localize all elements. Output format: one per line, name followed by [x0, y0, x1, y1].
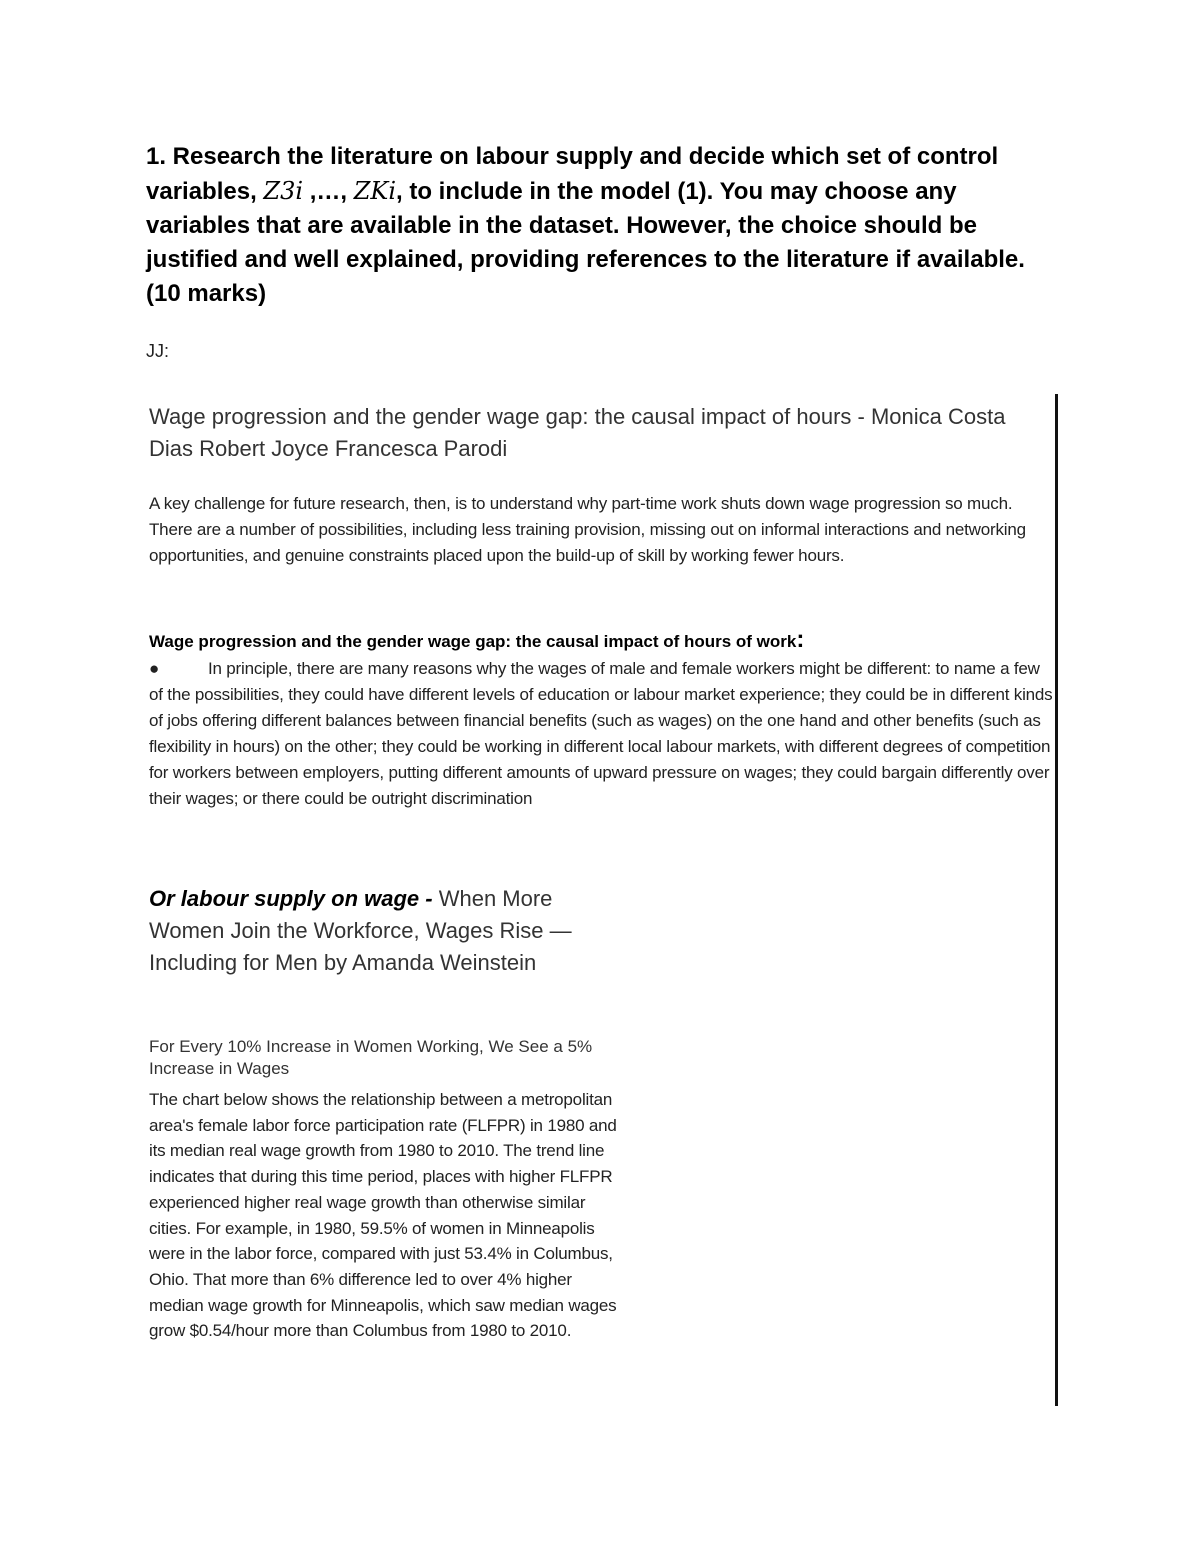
question-text-start: 1. Research the literature on labour supply and decide which set of control variables, [146, 143, 999, 205]
math-variable-zk: ZKi [353, 177, 396, 205]
question-text-ellipsis: ,…, [303, 178, 354, 205]
source-3-chart-heading: For Every 10% Increase in Women Working, We See a 5% Increase in Wages [149, 1037, 593, 1078]
source-3-chart-description: The chart below shows the relationship between a metropolitan area's female labor force participation rate (FLFPR) in 1980 and its median real wage growth from 1980 to 2010. The trend line indicates that during this time period, places with higher FLFPR experienced higher real wage growth than otherwise similar cities. For example, in 1980, 59.5% of women in Minneapolis were in the labor force, compared with just 53.4% in Columbus, Ohio. That more than 6% difference led to over 4% higher median wage growth for Minneapolis, which saw median wages grow $0.54/hour more than Columbus from 1980 to 2010. [149, 1090, 617, 1341]
source-2-heading [149, 627, 1054, 655]
source-1-quote: A key challenge for future research, then, is to understand why part-time work shuts down wage progression so much. There are a number of possibilities, including less training provision, missing out on informal interactions and networking opportunities, and genuine constraints placed upon the build-up of skill by working fewer hours. [149, 494, 1026, 565]
source-2-bullet-item [149, 656, 1054, 812]
source-3-title-text: When More Women Join the Workforce, Wages Rise — Including for Men by Amanda Weinstein [149, 886, 572, 975]
question-text-end: , to include in the model (1). You may choose any variables that are available in the dataset. However, the choice should be justified and well explained, providing references to the literature if available. (10 marks) [146, 178, 1025, 307]
vertical-divider-line [1055, 394, 1058, 1406]
source-3-title [149, 883, 619, 979]
source-2-heading-text: Wage progression and the gender wage gap: the causal impact of hours of work [149, 632, 797, 651]
math-variable-z3: Z3i [263, 177, 304, 205]
bullet-icon: ● [149, 659, 160, 678]
source-2-heading-colon: : [796, 626, 805, 653]
source-3-emphasis: Or labour supply on wage - [149, 886, 439, 911]
source-2-bullet-text: In principle, there are many reasons why the wages of male and female workers might be different: to name a few of the possibilities, they could have different levels of education or labour market experience; they could be in different kinds of jobs offering different balances between financial benefits (such as wages) on the one hand and other benefits (such as flexibility in hours) on the other; they could be working in different local labour markets, with different degrees of competition for workers between employers, putting different amounts of upward pressure on wages; they could bargain differently over their wages; or there could be outright discrimination [149, 659, 1053, 808]
author-tag: JJ: [146, 341, 170, 361]
question-prompt [146, 140, 1066, 311]
source-1-title: Wage progression and the gender wage gap: the causal impact of hours - Monica Costa Dias Robert Joyce Francesca Parodi [149, 404, 1006, 461]
